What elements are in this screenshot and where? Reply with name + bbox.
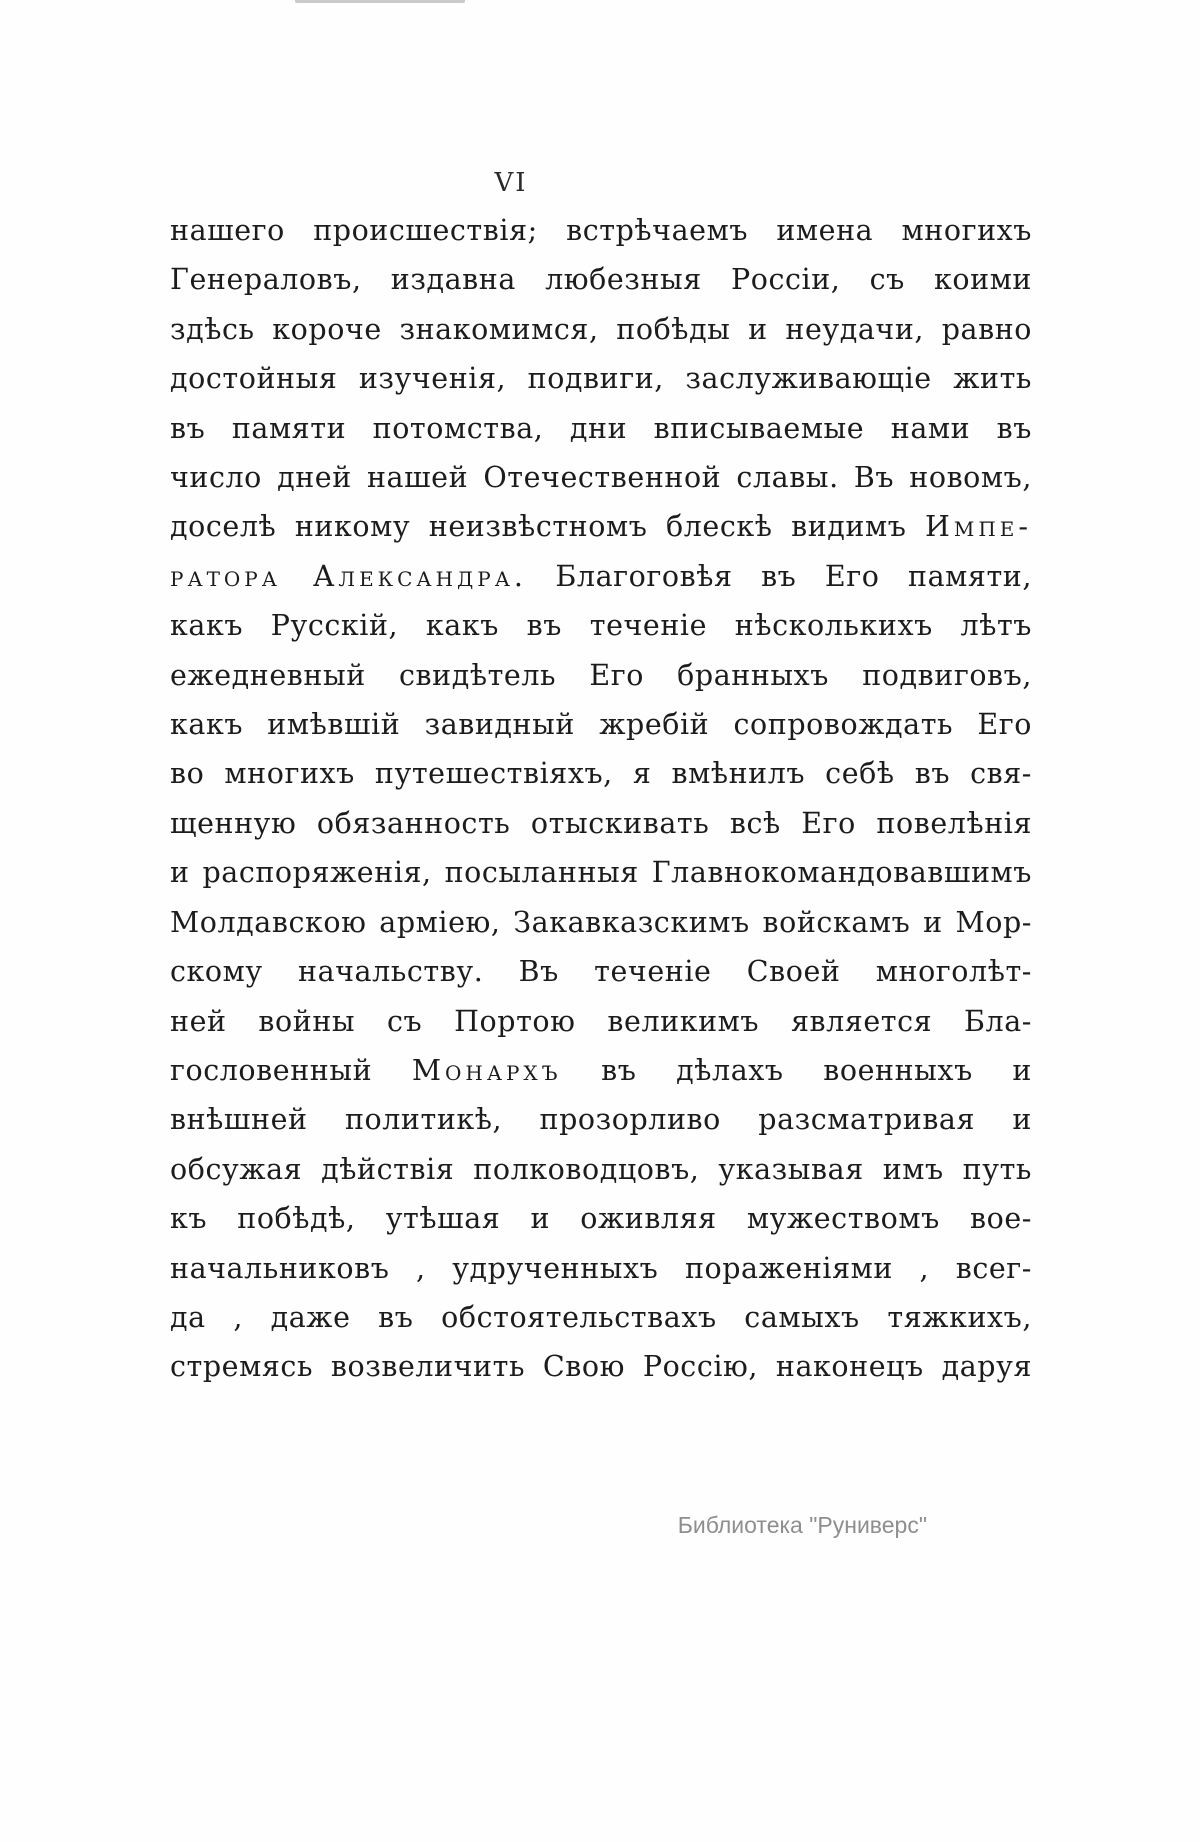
body-text: начальниковъ , удрученныхъ пораженіями , всег-	[170, 1251, 1032, 1285]
body-text: ежедневный свидѣтель Его бранныхъ подвиговъ,	[170, 658, 1032, 692]
body-text: стремясь возвеличить Свою Россію, наконецъ даруя	[170, 1350, 1032, 1384]
body-text: щенную обязанность отыскивать всѣ Его повелѣнія	[170, 806, 1032, 840]
body-text: нашего происшествія; встрѣчаемъ имена многихъ	[170, 214, 1032, 247]
text-line	[170, 1046, 1032, 1095]
body-text: гословенный	[170, 1053, 412, 1087]
text-line	[170, 255, 1032, 304]
text-line	[170, 1342, 1032, 1391]
body-text: въ дѣлахъ военныхъ и	[561, 1053, 1032, 1087]
body-text: достойныя изученія, подвиги, заслуживающіе жить	[170, 362, 1032, 396]
text-line	[170, 700, 1032, 749]
text-line	[170, 305, 1032, 354]
text-line	[170, 1194, 1032, 1243]
text-line	[170, 898, 1032, 947]
library-watermark: Библиотека "Руниверс"	[677, 1512, 927, 1538]
body-text: доселѣ никому неизвѣстномъ блескѣ видимъ	[170, 510, 926, 544]
text-line	[170, 502, 1032, 551]
text-line	[170, 997, 1032, 1046]
scan-artifact	[295, 0, 465, 3]
body-text: да , даже въ обстоятельствахъ самыхъ тяжкихъ,	[170, 1300, 1032, 1334]
body-text: Благоговѣя въ Его памяти,	[526, 559, 1032, 593]
text-line	[170, 749, 1032, 798]
text-line	[170, 1244, 1032, 1293]
body-text: Генераловъ, издавна любезныя Россіи, съ коими	[170, 263, 1032, 297]
text-line	[170, 206, 1032, 255]
body-text: какъ Русскій, какъ въ теченіе нѣсколькихъ лѣтъ	[170, 609, 1032, 643]
text-line	[170, 848, 1032, 897]
text-line	[170, 1095, 1032, 1144]
text-line	[170, 453, 1032, 502]
text-line	[170, 1293, 1032, 1342]
body-text: число дней нашей Отечественной славы. Въ новомъ,	[170, 461, 1032, 495]
text-line	[170, 651, 1032, 700]
text-line	[170, 1145, 1032, 1194]
body-text: къ побѣдѣ, утѣшая и оживляя мужествомъ вое-	[170, 1202, 1032, 1236]
body-text: здѣсь короче знакомимся, побѣды и неудачи, равно	[170, 312, 1032, 346]
smallcaps-text: Монархъ	[411, 1053, 562, 1087]
body-text: Молдавскою арміею, Закавказскимъ войскамъ и Мор-	[170, 905, 1032, 939]
body-text: ней войны съ Портою великимъ является Бла-	[170, 1004, 1032, 1038]
text-line	[170, 354, 1032, 403]
body-text: какъ имѣвшій завидный жребій сопровождать Его	[170, 708, 1032, 742]
text-line	[170, 404, 1032, 453]
text-line	[170, 799, 1032, 848]
body-text: обсужая дѣйствія полководцовъ, указывая имъ путь	[170, 1152, 1032, 1186]
body-text: скому начальству. Въ теченіе Своей многолѣт-	[170, 955, 1032, 989]
body-text: и распоряженія, посыланныя Главнокомандовавшимъ	[170, 856, 1032, 890]
text-block	[170, 206, 1032, 1392]
body-text: внѣшней политикѣ, прозорливо разсматривая и	[170, 1103, 1032, 1137]
body-text: въ памяти потомства, дни вписываемые нами въ	[170, 411, 1032, 445]
body-text: во многихъ путешествіяхъ, я вмѣнилъ себѣ въ свя-	[170, 757, 1032, 791]
smallcaps-text: Импе-	[925, 510, 1032, 544]
text-line	[170, 601, 1032, 650]
text-line	[170, 552, 1032, 601]
smallcaps-text: ратора Александра.	[170, 559, 527, 593]
text-line	[170, 947, 1032, 996]
page-number: VI	[494, 168, 528, 198]
